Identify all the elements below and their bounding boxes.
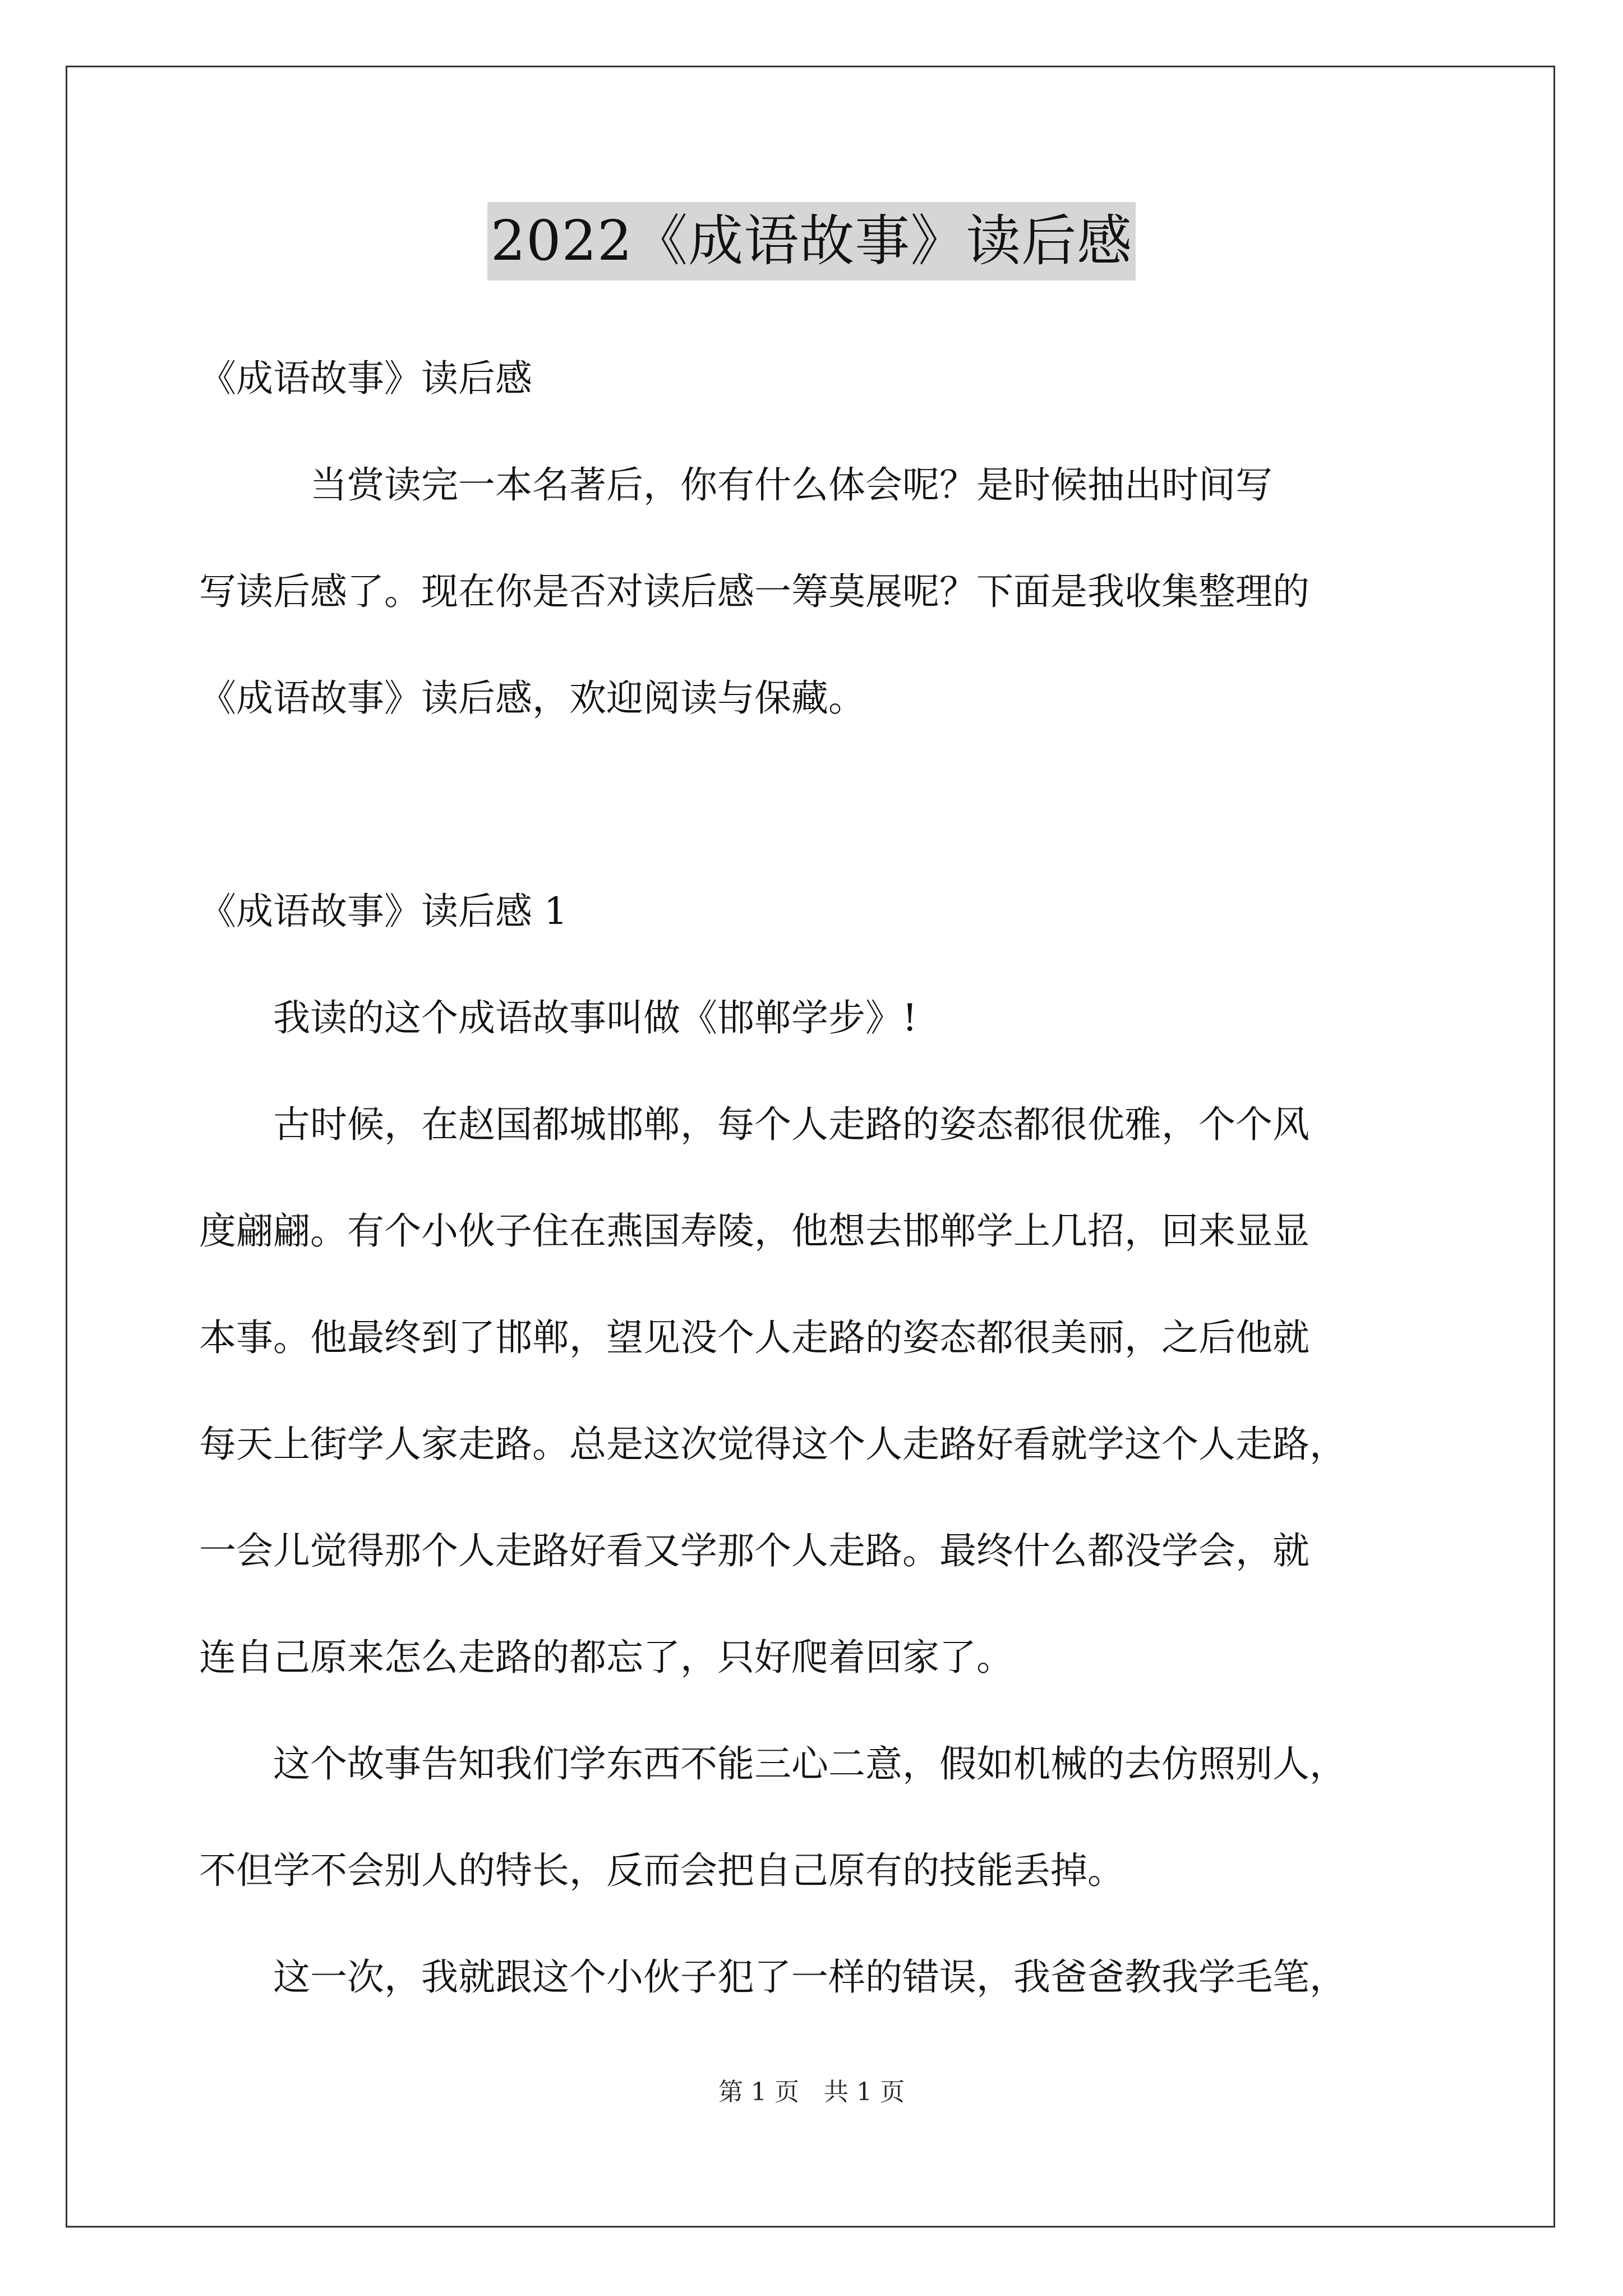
paragraph-line: 不但学不会别人的特长，反而会把自己原有的技能丢掉。 [199, 1849, 1124, 1892]
paragraph-line: 度翩翩。有个小伙子住在燕国寿陵，他想去邯郸学上几招，回来显显 [199, 1209, 1310, 1253]
paragraph-line: 《成语故事》读后感，欢迎阅读与保藏。 [199, 677, 865, 720]
paragraph-line: 这一次，我就跟这个小伙子犯了一样的错误，我爸爸教我学毛笔， [199, 1955, 1347, 1999]
paragraph-line: 一会儿觉得那个人走路好看又学那个人走路。最终什么都没学会，就 [199, 1529, 1310, 1572]
paragraph-line: 写读后感了。现在你是否对读后感一筹莫展呢？下面是我收集整理的 [199, 570, 1310, 613]
paragraph-line: 这个故事告知我们学东西不能三心二意，假如机械的去仿照别人， [199, 1742, 1347, 1786]
paragraph-line: 当赏读完一本名著后，你有什么体会呢？是时候抽出时间写 [199, 463, 1272, 507]
document-title: 2022《成语故事》读后感 [487, 202, 1136, 280]
paragraph-line: 本事。他最终到了邯郸，望见没个人走路的姿态都很美丽，之后他就 [199, 1316, 1310, 1359]
paragraph-line: 古时候，在赵国都城邯郸，每个人走路的姿态都很优雅，个个风 [199, 1103, 1310, 1146]
title-container [0, 202, 1623, 280]
section-heading: 《成语故事》读后感 1 [199, 890, 568, 933]
page-number-footer: 第 1 页 共 1 页 [718, 2078, 905, 2106]
subtitle-line: 《成语故事》读后感 [199, 357, 532, 400]
paragraph-line: 我读的这个成语故事叫做《邯郸学步》! [199, 996, 917, 1039]
paragraph-line: 每天上街学人家走路。总是这次觉得这个人走路好看就学这个人走路， [199, 1423, 1347, 1466]
paragraph-line: 连自己原来怎么走路的都忘了，只好爬着回家了。 [199, 1636, 1013, 1679]
